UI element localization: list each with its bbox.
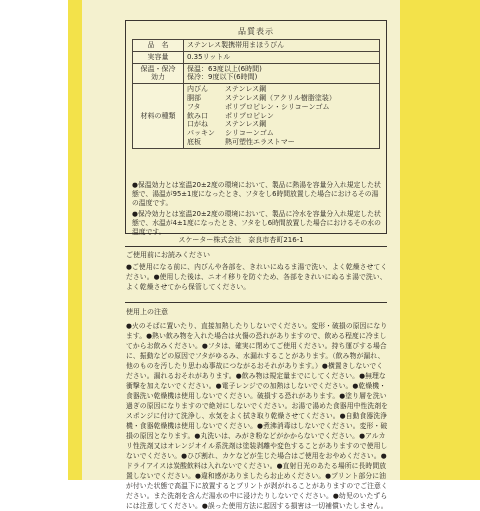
caution-paragraph: ●火のそばに置いたり、直接加熱したりしないでください。変形・破損の原因になります。●熱い飲み物を入れた場合は火傷の恐れがありますので、飲める程度に冷ましてからお飲みください。●フタは、確実に閉めてご使用ください。持ち運びする場合に、振動などの原因でフタがゆるみ、水漏れすることがあります。（飲み物が漏れ、他のものを汚したり思わぬ事故につながるおそれがあります。）●横置きしないでください。漏れるおそれがあります。●飲み物は規定量までにしてください。●無理な衝撃を加えないでください。●電子レンジでの加熱はしないでください。●乾燥機・食器洗い乾燥機は使用しないでください。破損する恐れがあります。●塗り層を洗い過ぎの原因になりますので絶対にしないでください。お湯で湯めた食器用中性洗剤をスポンジに付けて洗浄し、水気をよく拭き取り乾燥させてください。●自動食器洗浄機・食器乾燥機は使用しないでください。●煮沸消毒はしないでください。変形・破損の原因となります。●丸洗いは、みがき粉などがかからないでください。●アルカリ性洗剤又はオレンジオイル系洗剤は塗装剥離や変色することがありますので使用しないでください。●ひび割れ、カケなどが生じた場合はご使用をおやめください。●ドライアイスは炭酸飲料は入れないでください。●直射日光のあたる場所に長時間放置しないでください。●違和感がありましたらお止めください。●プリント部分に油が付いた状態で高温下に放置するとプリントが剥がれることがありますのでご注意ください。また洗剤を含んだ湯水の中に浸けたりしないでください。●幼児のいたずらには注意してください。●誤った使用方法に起因する損害は一切補償いたしません。: [126, 322, 389, 510]
spec-value: 保温：63度以上(6時間) 保冷：9度以下(6時間): [184, 63, 380, 84]
company-info: スケーター株式会社 奈良市杏町216-1: [178, 236, 304, 244]
spec-key: 材料の種類: [133, 84, 184, 149]
divider: [125, 302, 387, 303]
material-name: ステンレス鋼: [225, 85, 267, 94]
first-use-text: [126, 262, 390, 292]
quality-label-title: 品質表示: [238, 27, 274, 36]
material-name: シリコーンゴム: [225, 129, 274, 138]
package-yellow-right: [400, 0, 480, 480]
spec-row: [133, 63, 380, 84]
spec-value: ステンレス製携帯用まほうびん: [184, 40, 380, 52]
material-part: フタ: [187, 102, 201, 111]
spec-key: 実容量: [133, 51, 184, 63]
material-part: 底板: [187, 137, 201, 146]
material-name: ステンレス鋼: [225, 120, 267, 129]
spec-row: [133, 51, 380, 63]
spec-value: 0.35リットル: [184, 51, 380, 63]
spec-row-materials: [133, 84, 380, 149]
background-left: [0, 0, 68, 480]
material-name: ポリプロピレン: [225, 111, 274, 120]
cold-retention-note: ●保冷効力とは室温20±2度の環境において、製品に冷水を容量分入れ規定した状態で、水温が4±1度になったとき、フタをし6時間放置した場合におけるその水の温度です。: [132, 210, 381, 236]
material-part: 飲み口: [187, 111, 208, 120]
heat-retention-note: ●保温効力とは室温20±2度の環境において、製品に熱湯を容量分入れ規定した状態で、湯温が95±1度になったとき、フタをし6時間放置した場合におけるその湯の温度です。: [132, 181, 381, 207]
spec-row: [133, 40, 380, 52]
caution-heading: 使用上の注意: [126, 308, 168, 316]
first-use-heading: ご使用前にお読みください: [126, 251, 210, 259]
label-sheet: [82, 0, 400, 510]
spec-key: 品 名: [133, 40, 184, 52]
package-yellow-left: [68, 0, 82, 480]
first-use-paragraph: ●ご使用になる前に、内びんや各部を、きれいにぬるま湯で洗い、よく乾燥させてください。●使用した後は、ニオイ移りを防ぐため、各部をきれいにぬるま湯で洗い、よく乾燥させてから保管してください。: [126, 263, 388, 291]
caution-text: [126, 321, 390, 510]
material-name: 熱可塑性エラストマー: [225, 137, 295, 146]
material-name: ポリプロピレン・シリコーンゴム: [225, 102, 330, 111]
quality-label-box: [125, 20, 387, 234]
efficacy-notes: [132, 181, 382, 239]
divider: [125, 246, 387, 247]
material-part: 内びん: [187, 85, 208, 94]
material-part: 口がね: [187, 120, 208, 129]
spec-table: [132, 39, 380, 149]
material-part: 胴部: [187, 93, 201, 102]
materials-list: [187, 85, 376, 147]
material-name: ステンレス鋼（アクリル樹脂塗装）: [225, 93, 336, 102]
material-part: パッキン: [187, 129, 215, 138]
spec-key: 保温・保冷 効力: [133, 63, 184, 84]
